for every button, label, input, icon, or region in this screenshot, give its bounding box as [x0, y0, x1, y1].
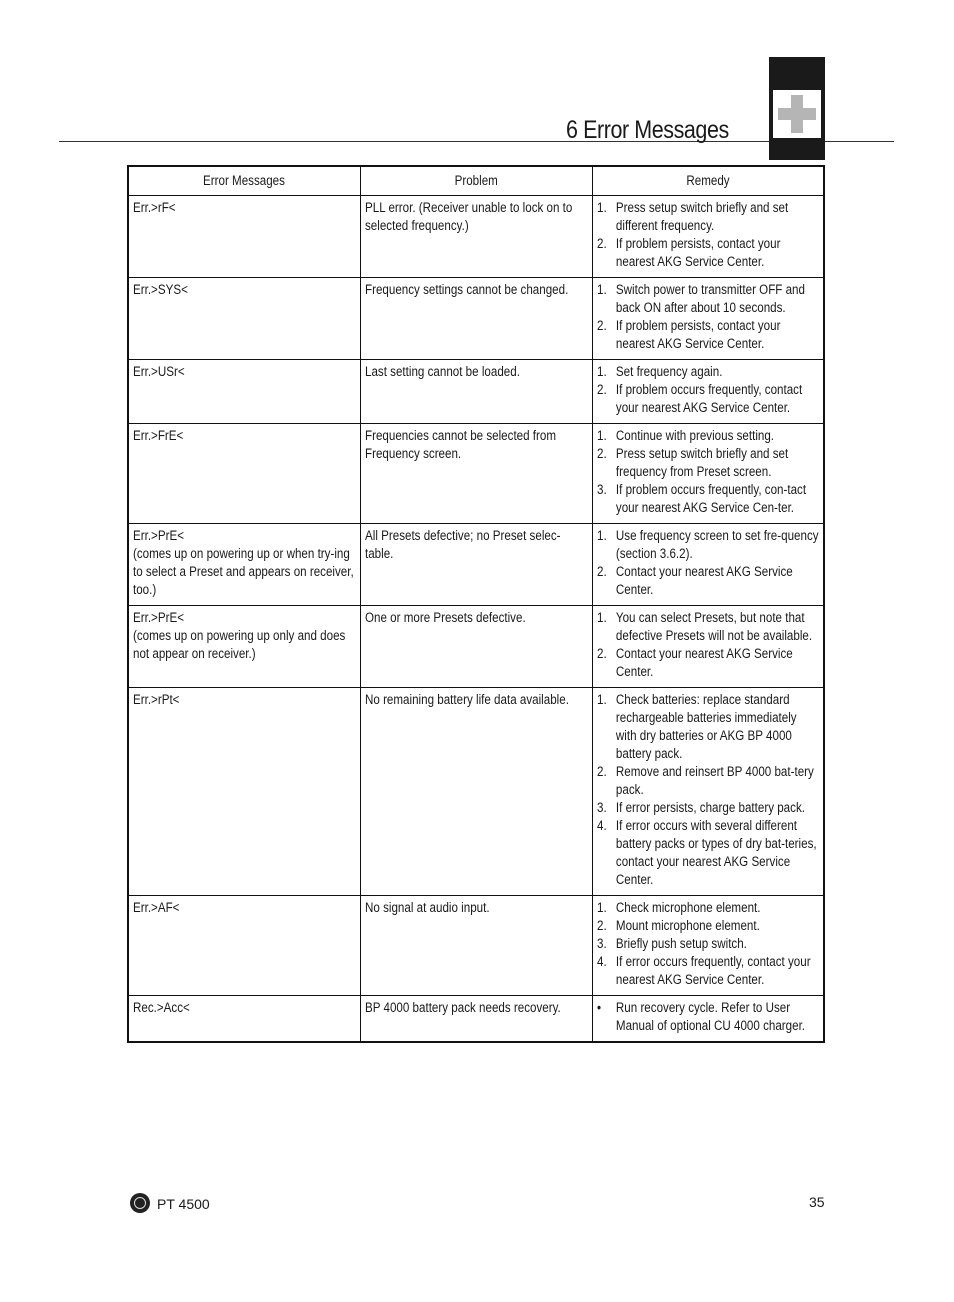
- remedy-step-text: If error occurs with several different battery packs or types of dry bat-teries, contact your nearest AKG Service Center.: [615, 818, 817, 887]
- remedy-step-text: Switch power to transmitter OFF and back ON after about 10 seconds.: [615, 282, 805, 315]
- remedy-step-text: Continue with previous setting.: [615, 428, 774, 443]
- remedy-step-number: 1.: [596, 692, 607, 707]
- column-header-error: Error Messages: [128, 166, 360, 196]
- error-code-cell: [128, 896, 360, 996]
- akg-logo-icon: [130, 1193, 150, 1213]
- table-row: [128, 278, 824, 360]
- remedy-cell: [592, 360, 824, 424]
- error-code: Rec.>Acc<: [133, 1000, 190, 1015]
- remedy-step-number: •: [596, 1000, 601, 1015]
- remedy-step-text: Remove and reinsert BP 4000 bat-tery pack.: [615, 764, 814, 797]
- error-code: Err.>FrE<: [133, 428, 184, 443]
- remedy-cell: [592, 196, 824, 278]
- remedy-step: [597, 899, 819, 917]
- problem-cell: Frequency settings cannot be changed.: [360, 278, 592, 360]
- table-row: [128, 360, 824, 424]
- remedy-step-text: Check microphone element.: [615, 900, 760, 915]
- remedy-step: [597, 817, 819, 889]
- section-tab: [769, 57, 825, 160]
- remedy-step-text: Press setup switch briefly and set different frequency.: [615, 200, 788, 233]
- remedy-step: [597, 363, 819, 381]
- remedy-step-number: 1.: [596, 200, 607, 215]
- problem-cell: One or more Presets defective.: [360, 606, 592, 688]
- page-title: 6 Error Messages: [566, 116, 729, 144]
- remedy-step: [597, 481, 819, 517]
- remedy-step-number: 3.: [596, 482, 607, 497]
- table-row: [128, 996, 824, 1043]
- error-code: Err.>PrE<: [133, 610, 184, 625]
- column-header-remedy: Remedy: [592, 166, 824, 196]
- error-note: (comes up on powering up only and does not appear on receiver.): [133, 628, 346, 661]
- remedy-step-text: Contact your nearest AKG Service Center.: [615, 564, 793, 597]
- remedy-step-text: Briefly push setup switch.: [615, 936, 747, 951]
- remedy-step-text: If error occurs frequently, contact your nearest AKG Service Center.: [615, 954, 811, 987]
- problem-cell: PLL error. (Receiver unable to lock on to selected frequency.): [360, 196, 592, 278]
- remedy-step: [597, 645, 819, 681]
- error-code-cell: [128, 360, 360, 424]
- remedy-step-number: 1.: [596, 428, 607, 443]
- remedy-cell: [592, 424, 824, 524]
- remedy-step-number: 4.: [596, 954, 607, 969]
- remedy-step: [597, 235, 819, 271]
- remedy-step: [597, 763, 819, 799]
- problem-cell: Last setting cannot be loaded.: [360, 360, 592, 424]
- remedy-step-text: Contact your nearest AKG Service Center.: [615, 646, 793, 679]
- remedy-step-text: If problem occurs frequently, contact your nearest AKG Service Center.: [615, 382, 802, 415]
- remedy-step-text: Run recovery cycle. Refer to User Manual of optional CU 4000 charger.: [615, 1000, 805, 1033]
- footer-model: PT 4500: [157, 1196, 210, 1212]
- remedy-step: [597, 527, 819, 563]
- first-aid-icon: [773, 90, 821, 138]
- remedy-step: [597, 563, 819, 599]
- table-row: [128, 896, 824, 996]
- error-code: Err.>USr<: [133, 364, 185, 379]
- error-code: Err.>AF<: [133, 900, 180, 915]
- remedy-step-number: 2.: [596, 236, 607, 251]
- remedy-step-text: Mount microphone element.: [615, 918, 760, 933]
- error-code-cell: [128, 996, 360, 1043]
- remedy-step-text: If problem persists, contact your nearest AKG Service Center.: [615, 236, 780, 269]
- remedy-step: [597, 281, 819, 317]
- remedy-step-text: Press setup switch briefly and set frequency from Preset screen.: [615, 446, 788, 479]
- problem-cell: No remaining battery life data available.: [360, 688, 592, 896]
- remedy-step: [597, 381, 819, 417]
- error-code: Err.>SYS<: [133, 282, 188, 297]
- table-header-row: [128, 166, 824, 196]
- table-row: [128, 524, 824, 606]
- remedy-step-number: 2.: [596, 564, 607, 579]
- error-code-cell: [128, 688, 360, 896]
- remedy-step-text: You can select Presets, but note that defective Presets will not be available.: [615, 610, 812, 643]
- remedy-step-text: If error persists, charge battery pack.: [615, 800, 805, 815]
- remedy-step: [597, 199, 819, 235]
- remedy-step: [597, 999, 819, 1035]
- table-row: [128, 606, 824, 688]
- remedy-step: [597, 917, 819, 935]
- remedy-cell: [592, 606, 824, 688]
- error-code-cell: [128, 278, 360, 360]
- remedy-cell: [592, 524, 824, 606]
- error-note: (comes up on powering up or when try-ing to select a Preset and appears on receiver, too.): [133, 546, 354, 597]
- problem-cell: All Presets defective; no Preset selec-table.: [360, 524, 592, 606]
- remedy-step-number: 2.: [596, 382, 607, 397]
- remedy-step-number: 2.: [596, 318, 607, 333]
- remedy-step-number: 1.: [596, 900, 607, 915]
- remedy-step-text: If problem persists, contact your nearest AKG Service Center.: [615, 318, 780, 351]
- remedy-step: [597, 691, 819, 763]
- table-row: [128, 424, 824, 524]
- problem-cell: BP 4000 battery pack needs recovery.: [360, 996, 592, 1043]
- remedy-step: [597, 609, 819, 645]
- remedy-step-number: 3.: [596, 936, 607, 951]
- remedy-step-number: 1.: [596, 364, 607, 379]
- remedy-step-number: 2.: [596, 764, 607, 779]
- page-number: 35: [809, 1194, 825, 1210]
- remedy-step-number: 1.: [596, 610, 607, 625]
- remedy-step-number: 1.: [596, 528, 607, 543]
- remedy-step: [597, 445, 819, 481]
- remedy-step-number: 4.: [596, 818, 607, 833]
- remedy-step-text: Check batteries: replace standard rechargeable batteries immediately with dry batteries or AKG BP 4000 battery pack.: [615, 692, 797, 761]
- remedy-step-text: If problem occurs frequently, con-tact your nearest AKG Service Cen-ter.: [615, 482, 806, 515]
- remedy-step-number: 1.: [596, 282, 607, 297]
- remedy-step-number: 3.: [596, 800, 607, 815]
- error-code: Err.>PrE<: [133, 528, 184, 543]
- error-messages-table: [127, 165, 825, 1043]
- remedy-step-text: Use frequency screen to set fre-quency (section 3.6.2).: [615, 528, 819, 561]
- error-code-cell: [128, 524, 360, 606]
- error-code-cell: [128, 424, 360, 524]
- remedy-step: [597, 317, 819, 353]
- table-row: [128, 196, 824, 278]
- remedy-cell: [592, 896, 824, 996]
- error-code-cell: [128, 606, 360, 688]
- problem-cell: Frequencies cannot be selected from Frequency screen.: [360, 424, 592, 524]
- error-code: Err.>rF<: [133, 200, 176, 215]
- remedy-step-text: Set frequency again.: [615, 364, 722, 379]
- remedy-step: [597, 427, 819, 445]
- error-code: Err.>rPt<: [133, 692, 180, 707]
- remedy-step-number: 2.: [596, 646, 607, 661]
- remedy-cell: [592, 996, 824, 1043]
- problem-cell: No signal at audio input.: [360, 896, 592, 996]
- remedy-step-number: 2.: [596, 918, 607, 933]
- remedy-step: [597, 799, 819, 817]
- remedy-step: [597, 935, 819, 953]
- remedy-step: [597, 953, 819, 989]
- column-header-problem: Problem: [360, 166, 592, 196]
- table-row: [128, 688, 824, 896]
- error-code-cell: [128, 196, 360, 278]
- remedy-cell: [592, 278, 824, 360]
- remedy-cell: [592, 688, 824, 896]
- remedy-step-number: 2.: [596, 446, 607, 461]
